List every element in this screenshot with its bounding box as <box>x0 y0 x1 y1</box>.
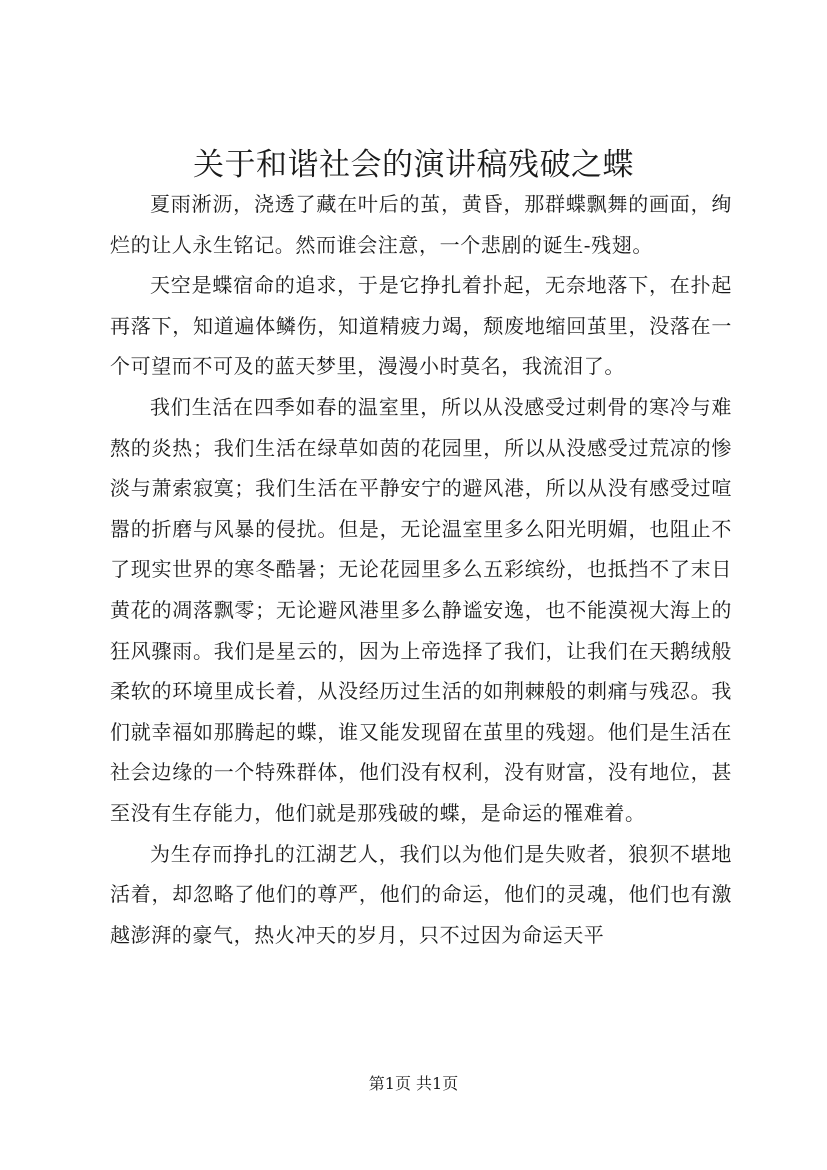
paragraph: 为生存而挣扎的江湖艺人，我们以为他们是失败者，狼狈不堪地活着，却忽略了他们的尊严，他们的命运，他们的灵魂，他们也有激越澎湃的豪气，热火冲天的岁月，只不过因为命运天平 <box>110 841 732 947</box>
document-body <box>110 184 732 955</box>
paragraph: 夏雨淅沥，浇透了藏在叶后的茧，黄昏，那群蝶飘舞的画面，绚烂的让人永生铭记。然而谁会注意，一个悲剧的诞生-残翅。 <box>110 192 732 257</box>
page-number-footer: 第1页 共1页 <box>368 1074 459 1093</box>
paragraph: 天空是蝶宿命的追求，于是它挣扎着扑起，无奈地落下，在扑起再落下，知道遍体鳞伤，知道精疲力竭，颓废地缩回茧里，没落在一个可望而不可及的蓝天梦里，漫漫小时莫名，我流泪了。 <box>110 273 732 379</box>
document-title: 关于和谐社会的演讲稿残破之蝶 <box>193 147 634 183</box>
paragraph: 我们生活在四季如春的温室里，所以从没感受过刺骨的寒冷与难熬的炎热；我们生活在绿草如茵的花园里，所以从没感受过荒凉的惨淡与萧索寂寞；我们生活在平静安宁的避风港，所以从没有感受过喧嚣的折磨与风暴的侵扰。但是，无论温室里多么阳光明媚，也阻止不了现实世界的寒冬酷暑；无论花园里多么五彩缤纷，也抵挡不了末日黄花的凋落飘零；无论避风港里多么静谧安逸，也不能漠视大海上的狂风骤雨。我们是星云的，因为上帝选择了我们，让我们在天鹅绒般柔软的环境里成长着，从没经历过生活的如荆棘般的刺痛与残忍。我们就幸福如那腾起的蝶，谁又能发现留在茧里的残翅。他们是生活在社会边缘的一个特殊群体，他们没有权利，没有财富，没有地位，甚至没有生存能力，他们就是那残破的蝶，是命运的罹难着。 <box>110 394 732 825</box>
